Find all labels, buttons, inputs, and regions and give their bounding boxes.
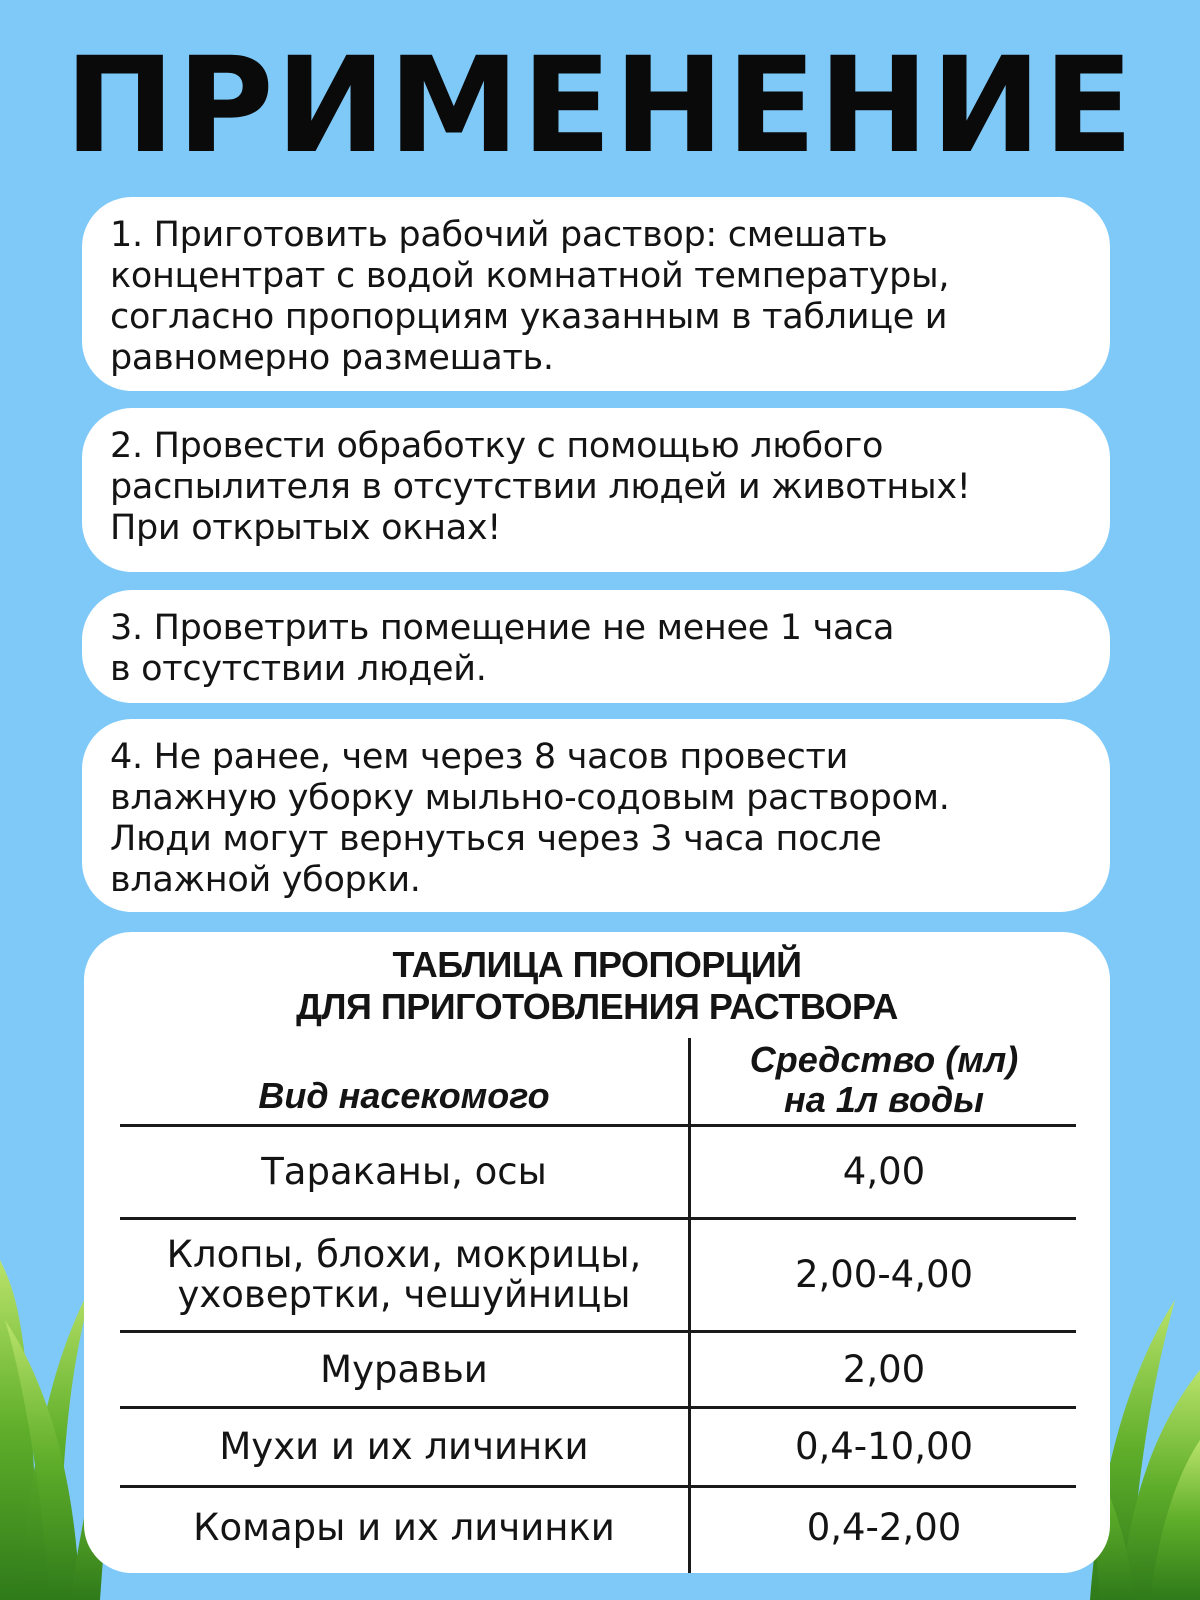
step-2-line-3: При открытых окнах!: [110, 508, 501, 548]
step-3-card: [82, 590, 1110, 703]
step-4-line-4: влажной уборки.: [110, 860, 421, 900]
table-row-4-insect: [120, 1409, 688, 1485]
step-3-line-1: 3. Проветрить помещение не менее 1 часа: [110, 608, 895, 648]
page-title: ПРИМЕНЕНИЕ: [64, 29, 1136, 183]
table-row-2-insect-line-2: уховертки, чешуйницы: [177, 1273, 631, 1316]
header-dose-line-2: на 1л воды: [783, 1079, 985, 1120]
table-title-line-2: ДЛЯ ПРИГОТОВЛЕНИЯ РАСТВОРА: [296, 986, 898, 1027]
step-1-line-1: 1. Приготовить рабочий раствор: смешать: [110, 215, 888, 255]
proportions-table-card: [84, 932, 1110, 1573]
proportions-table: [120, 1038, 1076, 1573]
table-row-2-dose: 2,00-4,00: [794, 1253, 974, 1296]
table-row-4-insect-text: Мухи и их личинки: [219, 1425, 589, 1468]
step-2-line-2: распылителя в отсутствии людей и животных!: [110, 467, 971, 507]
header-dose: [692, 1040, 1076, 1120]
step-1-line-2: концентрат с водой комнатной температуры,: [110, 256, 950, 296]
table-row-3-insect-text: Муравьи: [320, 1347, 488, 1391]
step-3-line-2: в отсутствии людей.: [110, 649, 487, 689]
table-title: [84, 944, 1110, 1028]
step-1-card: [82, 197, 1110, 391]
step-2-line-1: 2. Провести обработку с помощью любого: [110, 426, 884, 466]
table-row-5-insect-text: Комары и их личинки: [193, 1506, 615, 1549]
table-row-1-insect: [120, 1127, 688, 1217]
step-4-line-1: 4. Не ранее, чем через 8 часов провести: [110, 737, 849, 777]
table-row-4-dose: 0,4-10,00: [794, 1425, 974, 1468]
table-row-3-insect: [120, 1333, 688, 1406]
table-row-5-insect: [120, 1488, 688, 1568]
step-2-card: [82, 408, 1110, 572]
header-insect-type: Вид насекомого: [258, 1075, 550, 1116]
step-4-line-3: Люди могут вернуться через 3 часа после: [110, 819, 882, 859]
step-4-card: [82, 719, 1110, 912]
table-row-5-dose: 0,4-2,00: [806, 1506, 962, 1549]
step-1-line-3: согласно пропорциям указанным в таблице и: [110, 297, 948, 337]
step-1-line-4: равномерно размешать.: [110, 338, 554, 378]
table-row-1-dose: 4,00: [842, 1150, 926, 1193]
table-title-line-1: ТАБЛИЦА ПРОПОРЦИЙ: [392, 944, 802, 985]
step-4-line-2: влажную уборку мыльно-содовым раствором.: [110, 778, 950, 818]
table-row-2-insect-line-1: Клопы, блохи, мокрицы,: [166, 1233, 642, 1276]
header-dose-line-1: Средство (мл): [749, 1039, 1019, 1080]
table-row-1-insect-text: Тараканы, осы: [261, 1150, 547, 1193]
column-divider: [688, 1038, 691, 1573]
table-row-2-insect: [120, 1220, 688, 1330]
table-row-3-dose: 2,00: [842, 1347, 926, 1391]
